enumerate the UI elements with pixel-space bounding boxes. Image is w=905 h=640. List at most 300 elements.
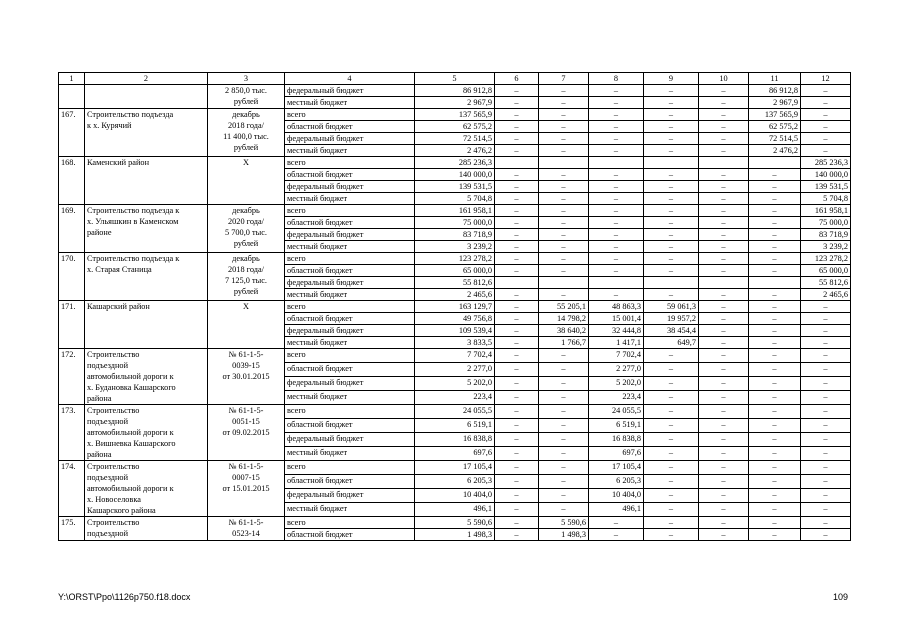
value-cell: 10 404,0 [589,489,644,503]
project-name: Каменский район [85,157,208,205]
column-header: 1 [59,73,85,85]
value-cell: – [801,377,851,391]
funding-source: местный бюджет [285,289,415,301]
value-cell: – [699,241,749,253]
value-cell: 24 055,5 [589,405,644,419]
column-header: 3 [208,73,285,85]
file-path: Y:\ORST\Ppo\1126p750.f18.docx [58,592,191,602]
value-cell: – [539,133,589,145]
value-cell: – [801,419,851,433]
funding-source: всего [285,517,415,529]
value-cell: 14 798,2 [539,313,589,325]
value-cell: – [749,229,801,241]
deadline-cost: № 61-1-5- 0039-15 от 30.01.2015 [208,349,285,405]
column-header: 2 [85,73,208,85]
value-cell: 123 278,2 [415,253,495,265]
value-cell: – [539,475,589,489]
value-cell: 10 404,0 [415,489,495,503]
value-cell: – [749,363,801,377]
value-cell: – [699,133,749,145]
funding-source: областной бюджет [285,475,415,489]
value-cell: – [749,377,801,391]
table-row [59,253,851,265]
value-cell: 59 061,3 [644,301,699,313]
value-cell: – [589,289,644,301]
value-cell: – [644,489,699,503]
funding-source: всего [285,301,415,313]
funding-source: местный бюджет [285,337,415,349]
value-cell: – [495,529,539,541]
value-cell: – [801,447,851,461]
value-cell: – [699,447,749,461]
value-cell: – [495,109,539,121]
funding-source: местный бюджет [285,145,415,157]
value-cell: – [495,217,539,229]
funding-source: областной бюджет [285,363,415,377]
value-cell: – [644,229,699,241]
value-cell: – [644,253,699,265]
value-cell: 2 476,2 [749,145,801,157]
table-row [59,301,851,313]
value-cell: – [539,349,589,363]
value-cell: – [644,377,699,391]
value-cell: – [539,265,589,277]
value-cell: 5 202,0 [415,377,495,391]
table-row [59,349,851,363]
value-cell: – [495,289,539,301]
value-cell: – [801,363,851,377]
value-cell: – [539,461,589,475]
value-cell: – [495,433,539,447]
value-cell: – [495,121,539,133]
value-cell: 137 565,9 [749,109,801,121]
value-cell: – [644,529,699,541]
funding-source: областной бюджет [285,529,415,541]
value-cell: 5 202,0 [589,377,644,391]
value-cell: – [644,433,699,447]
funding-source: областной бюджет [285,419,415,433]
value-cell: 123 278,2 [801,253,851,265]
value-cell: – [589,97,644,109]
value-cell: – [749,337,801,349]
value-cell: 38 640,2 [539,325,589,337]
value-cell: – [801,461,851,475]
funding-source: областной бюджет [285,265,415,277]
column-header: 11 [749,73,801,85]
value-cell: – [699,475,749,489]
value-cell: – [495,313,539,325]
value-cell: – [749,193,801,205]
table-row [59,405,851,419]
value-cell: – [749,325,801,337]
value-cell: – [699,181,749,193]
project-name: Строительство подъездной автомобильной дороги к х. Новоселовка Кашарского района [85,461,208,517]
value-cell: 139 531,5 [415,181,495,193]
column-header: 12 [801,73,851,85]
value-cell: – [589,121,644,133]
project-name: Строительство подъезда к х. Курячий [85,109,208,157]
funding-source: местный бюджет [285,193,415,205]
project-name: Строительство подъезда к х. Ульяшкин в Каменском районе [85,205,208,253]
value-cell: – [699,205,749,217]
value-cell: – [699,253,749,265]
funding-source: всего [285,157,415,169]
value-cell: 6 519,1 [415,419,495,433]
value-cell: 3 239,2 [415,241,495,253]
value-cell: – [699,503,749,517]
value-cell: – [644,97,699,109]
funding-source: федеральный бюджет [285,181,415,193]
value-cell: 86 912,8 [415,85,495,97]
value-cell: 223,4 [415,391,495,405]
value-cell: – [495,405,539,419]
value-cell: – [644,241,699,253]
value-cell: – [644,145,699,157]
value-cell: 65 000,0 [801,265,851,277]
value-cell [495,157,539,169]
value-cell: 5 590,6 [539,517,589,529]
value-cell: 285 236,3 [801,157,851,169]
deadline-cost: Х [208,301,285,349]
value-cell: – [589,241,644,253]
value-cell: – [589,133,644,145]
value-cell: 6 519,1 [589,419,644,433]
value-cell: – [801,337,851,349]
item-number: 173. [59,405,85,461]
value-cell: 55 812,6 [801,277,851,289]
funding-source: всего [285,205,415,217]
value-cell: – [644,169,699,181]
value-cell: – [539,391,589,405]
value-cell: 697,6 [589,447,644,461]
funding-source: областной бюджет [285,121,415,133]
value-cell: – [495,337,539,349]
table-row [59,85,851,97]
value-cell: – [644,517,699,529]
value-cell: – [495,181,539,193]
item-number: 172. [59,349,85,405]
value-cell: – [749,169,801,181]
value-cell: – [495,253,539,265]
value-cell: 65 000,0 [415,265,495,277]
funding-source: федеральный бюджет [285,229,415,241]
value-cell: 2 277,0 [415,363,495,377]
funding-source: областной бюджет [285,169,415,181]
value-cell: 3 833,5 [415,337,495,349]
value-cell: – [801,475,851,489]
item-number: 175. [59,517,85,541]
value-cell: – [801,325,851,337]
value-cell: 161 958,1 [415,205,495,217]
value-cell: 496,1 [589,503,644,517]
value-cell: – [644,405,699,419]
project-name: Строительство подъезда к х. Старая Станица [85,253,208,301]
value-cell: – [495,133,539,145]
value-cell: – [589,517,644,529]
value-cell: – [644,181,699,193]
value-cell: – [801,313,851,325]
table-header-row [59,73,851,85]
value-cell: – [495,229,539,241]
value-cell [589,277,644,289]
table-row [59,157,851,169]
value-cell: 62 575,2 [415,121,495,133]
deadline-cost: декабрь 2018 года/ 11 400,0 тыс. рублей [208,109,285,157]
column-header: 9 [644,73,699,85]
value-cell: – [495,475,539,489]
value-cell: 6 205,3 [589,475,644,489]
value-cell: 1 417,1 [589,337,644,349]
value-cell: – [539,363,589,377]
deadline-cost: № 61-1-5- 0051-15 от 09.02.2015 [208,405,285,461]
funding-source: местный бюджет [285,503,415,517]
project-name: Кашарский район [85,301,208,349]
funding-source: федеральный бюджет [285,85,415,97]
value-cell: – [699,97,749,109]
value-cell: 2 967,9 [749,97,801,109]
value-cell: – [801,121,851,133]
deadline-cost: Х [208,157,285,205]
value-cell: – [644,205,699,217]
value-cell: – [589,265,644,277]
value-cell: – [539,121,589,133]
value-cell: – [495,169,539,181]
value-cell: – [699,337,749,349]
column-header: 7 [539,73,589,85]
item-number: 170. [59,253,85,301]
value-cell: – [801,97,851,109]
value-cell: – [589,193,644,205]
funding-source: всего [285,253,415,265]
value-cell: – [749,181,801,193]
value-cell: 1 766,7 [539,337,589,349]
value-cell: – [644,109,699,121]
value-cell: – [699,265,749,277]
value-cell: – [539,289,589,301]
value-cell: 17 105,4 [415,461,495,475]
value-cell [699,157,749,169]
value-cell: – [539,377,589,391]
value-cell [495,277,539,289]
value-cell: 1 498,3 [415,529,495,541]
value-cell: 19 957,2 [644,313,699,325]
value-cell: – [801,301,851,313]
value-cell: – [801,503,851,517]
value-cell: 2 476,2 [415,145,495,157]
value-cell: – [749,503,801,517]
value-cell: 7 702,4 [589,349,644,363]
value-cell: – [699,121,749,133]
value-cell: 5 590,6 [415,517,495,529]
value-cell: – [495,447,539,461]
value-cell: 16 838,8 [415,433,495,447]
value-cell: – [589,217,644,229]
value-cell: – [749,217,801,229]
value-cell: 1 498,3 [539,529,589,541]
funding-source: всего [285,349,415,363]
value-cell: 49 756,8 [415,313,495,325]
funding-source: федеральный бюджет [285,433,415,447]
value-cell: – [539,489,589,503]
funding-source: всего [285,109,415,121]
column-header: 4 [285,73,415,85]
funding-source: всего [285,461,415,475]
value-cell [644,277,699,289]
value-cell: – [539,109,589,121]
funding-source: местный бюджет [285,241,415,253]
value-cell: 649,7 [644,337,699,349]
value-cell: – [589,145,644,157]
value-cell: – [699,145,749,157]
item-number: 167. [59,109,85,157]
value-cell: – [495,301,539,313]
value-cell: – [495,517,539,529]
value-cell: – [699,109,749,121]
deadline-cost: № 61-1-5- 0007-15 от 15.01.2015 [208,461,285,517]
value-cell: 2 277,0 [589,363,644,377]
value-cell: 2 967,9 [415,97,495,109]
value-cell: 83 718,9 [801,229,851,241]
value-cell: – [801,145,851,157]
value-cell: – [539,405,589,419]
value-cell: – [539,419,589,433]
value-cell: – [699,289,749,301]
value-cell: – [539,181,589,193]
value-cell: – [749,517,801,529]
value-cell: – [495,391,539,405]
value-cell: – [801,349,851,363]
value-cell: – [699,489,749,503]
value-cell: – [644,503,699,517]
funding-source: областной бюджет [285,313,415,325]
value-cell: – [801,109,851,121]
value-cell: – [644,265,699,277]
value-cell: – [749,475,801,489]
value-cell: – [495,205,539,217]
item-number: 168. [59,157,85,205]
value-cell: – [644,133,699,145]
value-cell: – [749,289,801,301]
column-header: 6 [495,73,539,85]
value-cell: – [644,447,699,461]
value-cell: – [589,85,644,97]
value-cell: – [699,349,749,363]
value-cell: – [644,349,699,363]
funding-source: федеральный бюджет [285,277,415,289]
value-cell: – [539,229,589,241]
value-cell: – [539,193,589,205]
value-cell: 55 205,1 [539,301,589,313]
value-cell: 285 236,3 [415,157,495,169]
value-cell: 163 129,7 [415,301,495,313]
value-cell: – [801,529,851,541]
value-cell: – [539,97,589,109]
value-cell: – [495,241,539,253]
column-header: 10 [699,73,749,85]
value-cell: 137 565,9 [415,109,495,121]
table-row [59,517,851,529]
value-cell: – [699,301,749,313]
value-cell: – [699,517,749,529]
value-cell: – [699,377,749,391]
value-cell: 140 000,0 [415,169,495,181]
value-cell: – [749,253,801,265]
value-cell: – [699,85,749,97]
deadline-cost: 2 850,0 тыс. рублей [208,85,285,109]
value-cell: – [749,349,801,363]
value-cell: – [644,121,699,133]
value-cell: 161 958,1 [801,205,851,217]
value-cell: – [495,419,539,433]
value-cell [699,277,749,289]
value-cell: – [699,405,749,419]
value-cell: 16 838,8 [589,433,644,447]
value-cell: – [749,405,801,419]
value-cell: – [539,85,589,97]
value-cell: – [699,419,749,433]
table-body [59,85,851,541]
value-cell: 496,1 [415,503,495,517]
funding-source: всего [285,405,415,419]
value-cell: – [495,193,539,205]
value-cell: – [495,97,539,109]
value-cell: – [644,391,699,405]
value-cell: – [589,181,644,193]
value-cell: – [699,217,749,229]
column-header: 8 [589,73,644,85]
value-cell: – [699,229,749,241]
table-row [59,205,851,217]
value-cell: – [495,461,539,475]
value-cell: – [749,529,801,541]
value-cell: – [699,325,749,337]
value-cell: – [749,419,801,433]
value-cell: – [589,169,644,181]
value-cell: – [495,265,539,277]
value-cell: – [495,325,539,337]
funding-source: федеральный бюджет [285,489,415,503]
value-cell: – [699,391,749,405]
value-cell: – [539,217,589,229]
item-number: 171. [59,301,85,349]
item-number [59,85,85,109]
value-cell: 72 514,5 [415,133,495,145]
value-cell: 140 000,0 [801,169,851,181]
value-cell: 75 000,0 [801,217,851,229]
value-cell: – [801,85,851,97]
value-cell: – [589,529,644,541]
value-cell: 7 702,4 [415,349,495,363]
value-cell: 72 514,5 [749,133,801,145]
page-number: 109 [832,592,848,602]
value-cell: – [749,313,801,325]
value-cell: – [495,349,539,363]
value-cell: – [495,377,539,391]
value-cell: – [644,363,699,377]
value-cell: 32 444,8 [589,325,644,337]
value-cell: – [539,241,589,253]
value-cell: – [495,489,539,503]
value-cell: – [699,363,749,377]
value-cell: – [644,461,699,475]
value-cell: – [644,475,699,489]
value-cell: 5 704,8 [415,193,495,205]
value-cell: 3 239,2 [801,241,851,253]
value-cell: – [644,419,699,433]
value-cell: 109 539,4 [415,325,495,337]
value-cell: – [589,205,644,217]
value-cell: 697,6 [415,447,495,461]
